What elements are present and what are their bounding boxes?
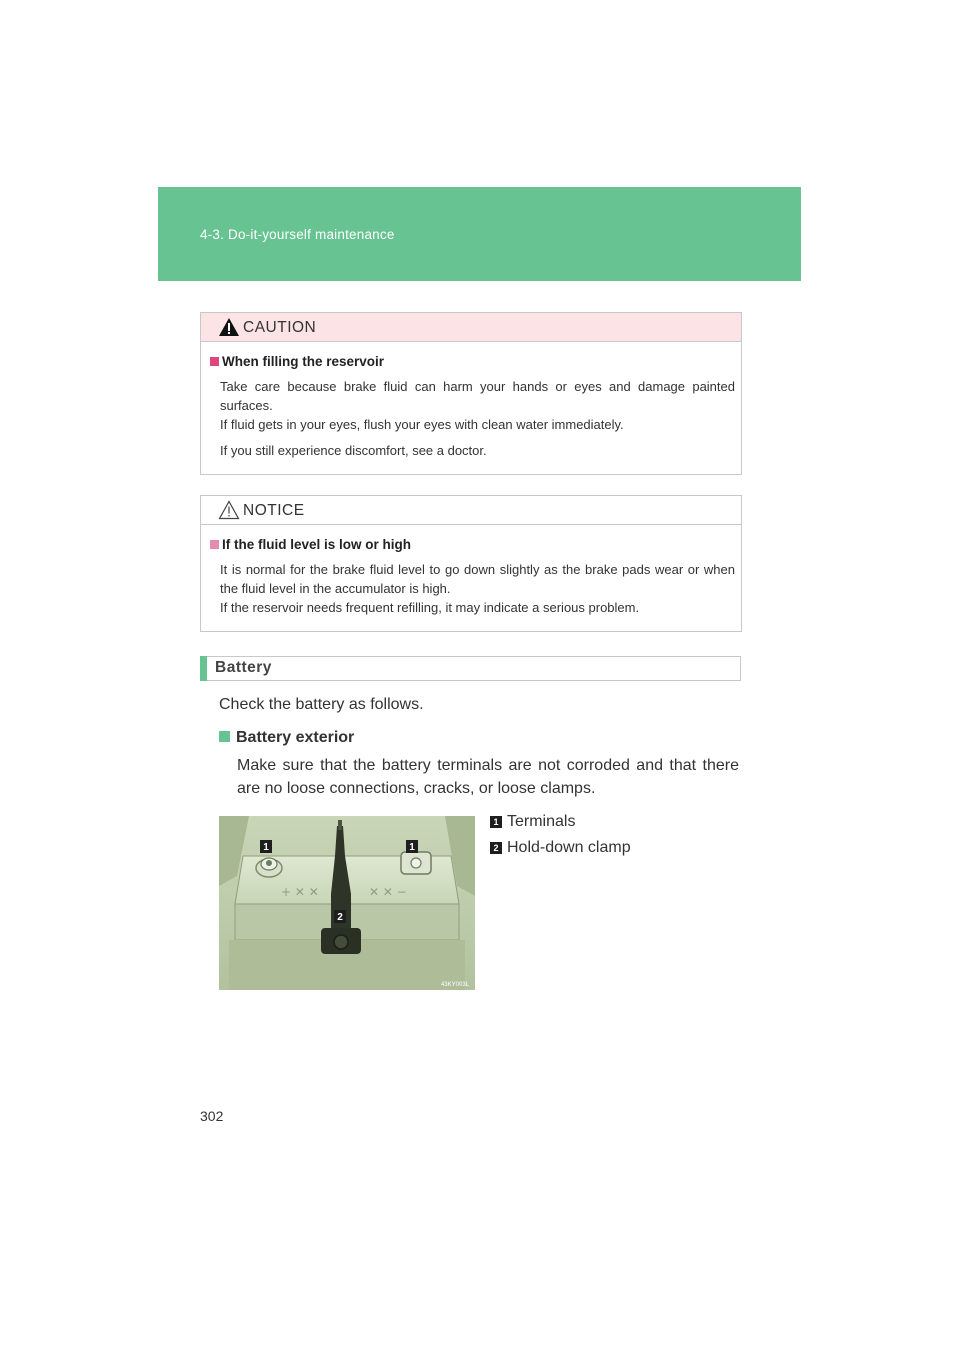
warning-triangle-icon: [218, 317, 240, 337]
notice-paragraph: If the reservoir needs frequent refilling, it may indicate a serious problem.: [220, 600, 640, 615]
caution-body: [201, 342, 741, 474]
callout-2: [334, 910, 346, 923]
battery-illustration: [219, 816, 475, 990]
section-title: 4-3. Do-it-yourself maintenance: [200, 227, 395, 242]
caution-bar: [201, 313, 741, 342]
notice-triangle-icon: [218, 500, 240, 520]
square-bullet-icon: [210, 357, 219, 366]
figure-code: 43KY003L: [440, 982, 469, 988]
square-bullet-icon: [210, 540, 219, 549]
caution-paragraph: If fluid gets in your eyes, flush your eyes with clean water immediately.: [220, 417, 624, 432]
legend-item: [490, 813, 575, 831]
notice-bar: [201, 496, 741, 525]
callout-1-right: [406, 840, 418, 853]
notice-subhead: [210, 537, 735, 552]
svg-text:+ ✕ ✕: + ✕ ✕: [281, 885, 319, 899]
battery-description: Make sure that the battery terminals are not corroded and that there are no loose connections, cracks, or loose clamps.: [237, 757, 739, 797]
battery-intro: Check the battery as follows.: [219, 696, 424, 713]
legend-item: [490, 839, 631, 857]
caution-subhead-text: When filling the reservoir: [222, 354, 385, 369]
notice-box: [200, 495, 742, 632]
svg-text:✕ ✕ −: ✕ ✕ −: [369, 885, 407, 899]
caution-title: CAUTION: [243, 319, 317, 336]
page-number: 302: [200, 1108, 224, 1124]
battery-subhead: [219, 729, 354, 747]
legend-number-badge: 2: [490, 842, 502, 854]
battery-title: Battery: [215, 659, 272, 676]
notice-paragraph: It is normal for the brake fluid level to go down slightly as the brake pads wear or when the fluid level in the accumulator is high.: [220, 562, 735, 596]
caution-box: [200, 312, 742, 475]
svg-text:2: 2: [337, 912, 343, 923]
notice-body: [201, 525, 741, 631]
callout-1-left: [260, 840, 272, 853]
heading-accent-bar: [200, 656, 207, 681]
battery-section-heading: [200, 656, 741, 681]
legend-label: Terminals: [507, 813, 576, 830]
caution-subhead: [210, 354, 735, 369]
chapter-header: [158, 187, 801, 281]
legend-number-badge: 1: [490, 816, 502, 828]
notice-subhead-text: If the fluid level is low or high: [222, 537, 412, 552]
notice-title: NOTICE: [243, 502, 305, 519]
caution-paragraph: Take care because brake fluid can harm your hands or eyes and damage painted surfaces.: [220, 379, 735, 413]
caution-paragraph: If you still experience discomfort, see a doctor.: [220, 443, 487, 458]
square-bullet-icon: [219, 731, 230, 742]
battery-subhead-text: Battery exterior: [236, 729, 355, 746]
svg-text:1: 1: [263, 842, 269, 853]
legend-label: Hold-down clamp: [507, 839, 631, 856]
svg-text:1: 1: [409, 842, 415, 853]
